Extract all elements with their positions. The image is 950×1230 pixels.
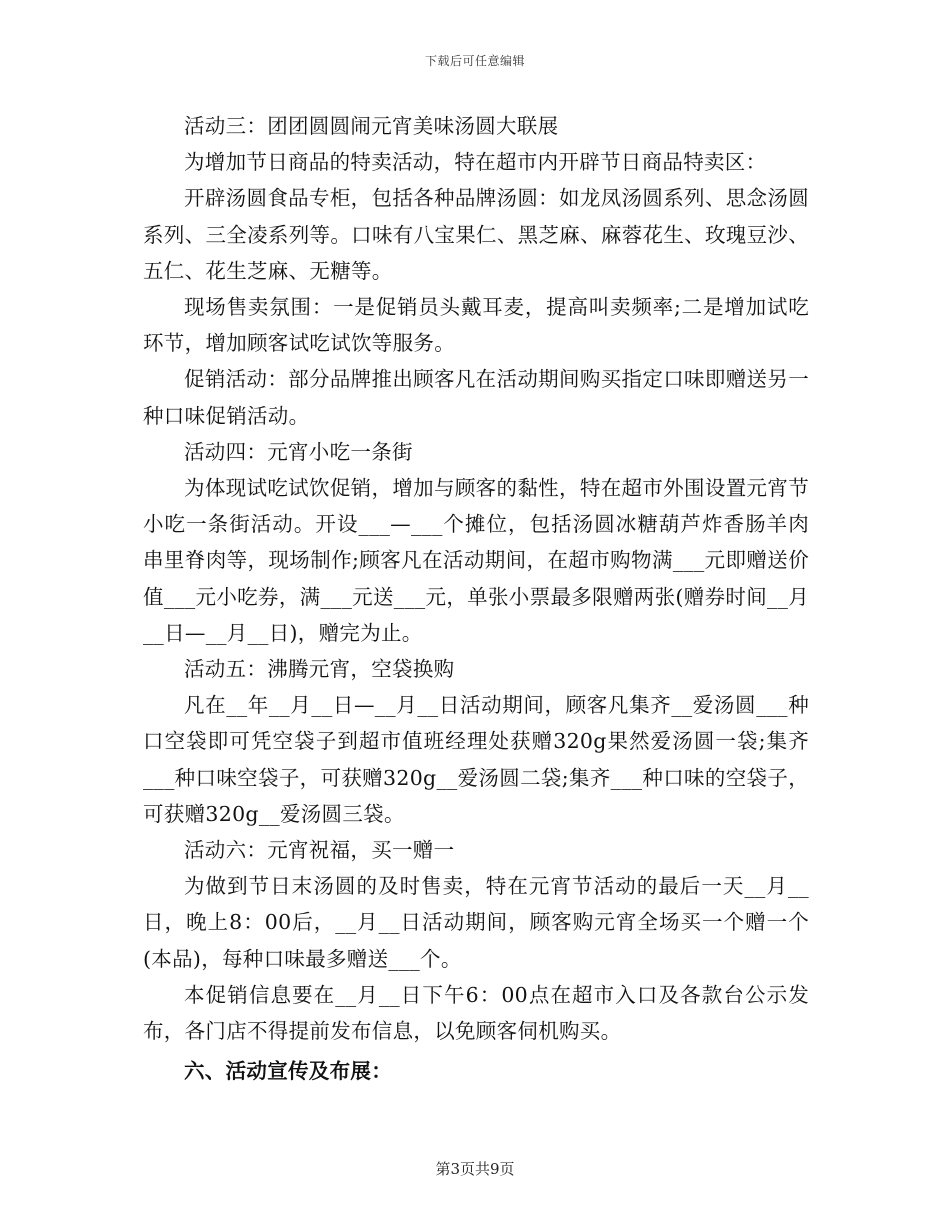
activity-three-title: 活动三：团团圆圆闹元宵美味汤圆大联展 [184,114,559,138]
paragraph: 促销活动：部分品牌推出顾客凡在活动期间购买指定口味即赠送另一种口味促销活动。 [143,367,809,428]
paragraph: 开辟汤圆食品专柜，包括各种品牌汤圆：如龙凤汤圆系列、思念汤圆系列、三全凌系列等。口味有八宝果仁、黑芝麻、麻蓉花生、玫瑰豆沙、五仁、花生芝麻、无糖等。 [143,186,809,283]
paragraph: 为做到节日末汤圆的及时售卖，特在元宵节活动的最后一天__月__日，晚上8：00后，__月__日活动期间，顾客购元宵全场买一个赠一个(本品)，每种口味最多赠送___个。 [143,874,809,971]
paragraph: 为体现试吃试饮促销，增加与顾客的黏性，特在超市外围设置元宵节小吃一条街活动。开设___—___个摊位，包括汤圆冰糖葫芦炸香肠羊肉串里脊肉等，现场制作;顾客凡在活动期间，在超市购物满___元即赠送价值___元小吃券，满___元送___元，单张小票最多限赠两张(赠券时间__月__日—__月__日)，赠完为止。 [143,476,809,645]
activity-four-title: 活动四：元宵小吃一条街 [184,439,413,464]
paragraph: 凡在__年__月__日—__月__日活动期间，顾客凡集齐__爱汤圆___种口空袋即可凭空袋子到超市值班经理处获赠320g果然爱汤圆一袋;集齐___种口味空袋子，可获赠320g__爱汤圆二袋;集齐___种口味的空袋子，可获赠320g__爱汤圆三袋。 [143,693,809,826]
page-header: 下载后可任意编辑 [424,54,525,68]
document-body [143,108,809,1089]
paragraph: 为增加节日商品的特卖活动，特在超市内开辟节日商品特卖区： [184,150,767,175]
paragraph: 现场售卖氛围：一是促销员头戴耳麦，提高叫卖频率;二是增加试吃环节，增加顾客试吃试饮等服务。 [143,295,809,356]
paragraph: 本促销信息要在__月__日下午6：00点在超市入口及各款台公示发布，各门店不得提前发布信息，以免顾客伺机购买。 [143,982,809,1044]
activity-five-title: 活动五：沸腾元宵，空袋换购 [184,657,455,682]
activity-six-title: 活动六：元宵祝福，买一赠一 [184,838,455,863]
section-six-heading: 六、活动宣传及布展： [184,1059,392,1084]
page-footer: 第3页共9页 [435,1160,515,1178]
